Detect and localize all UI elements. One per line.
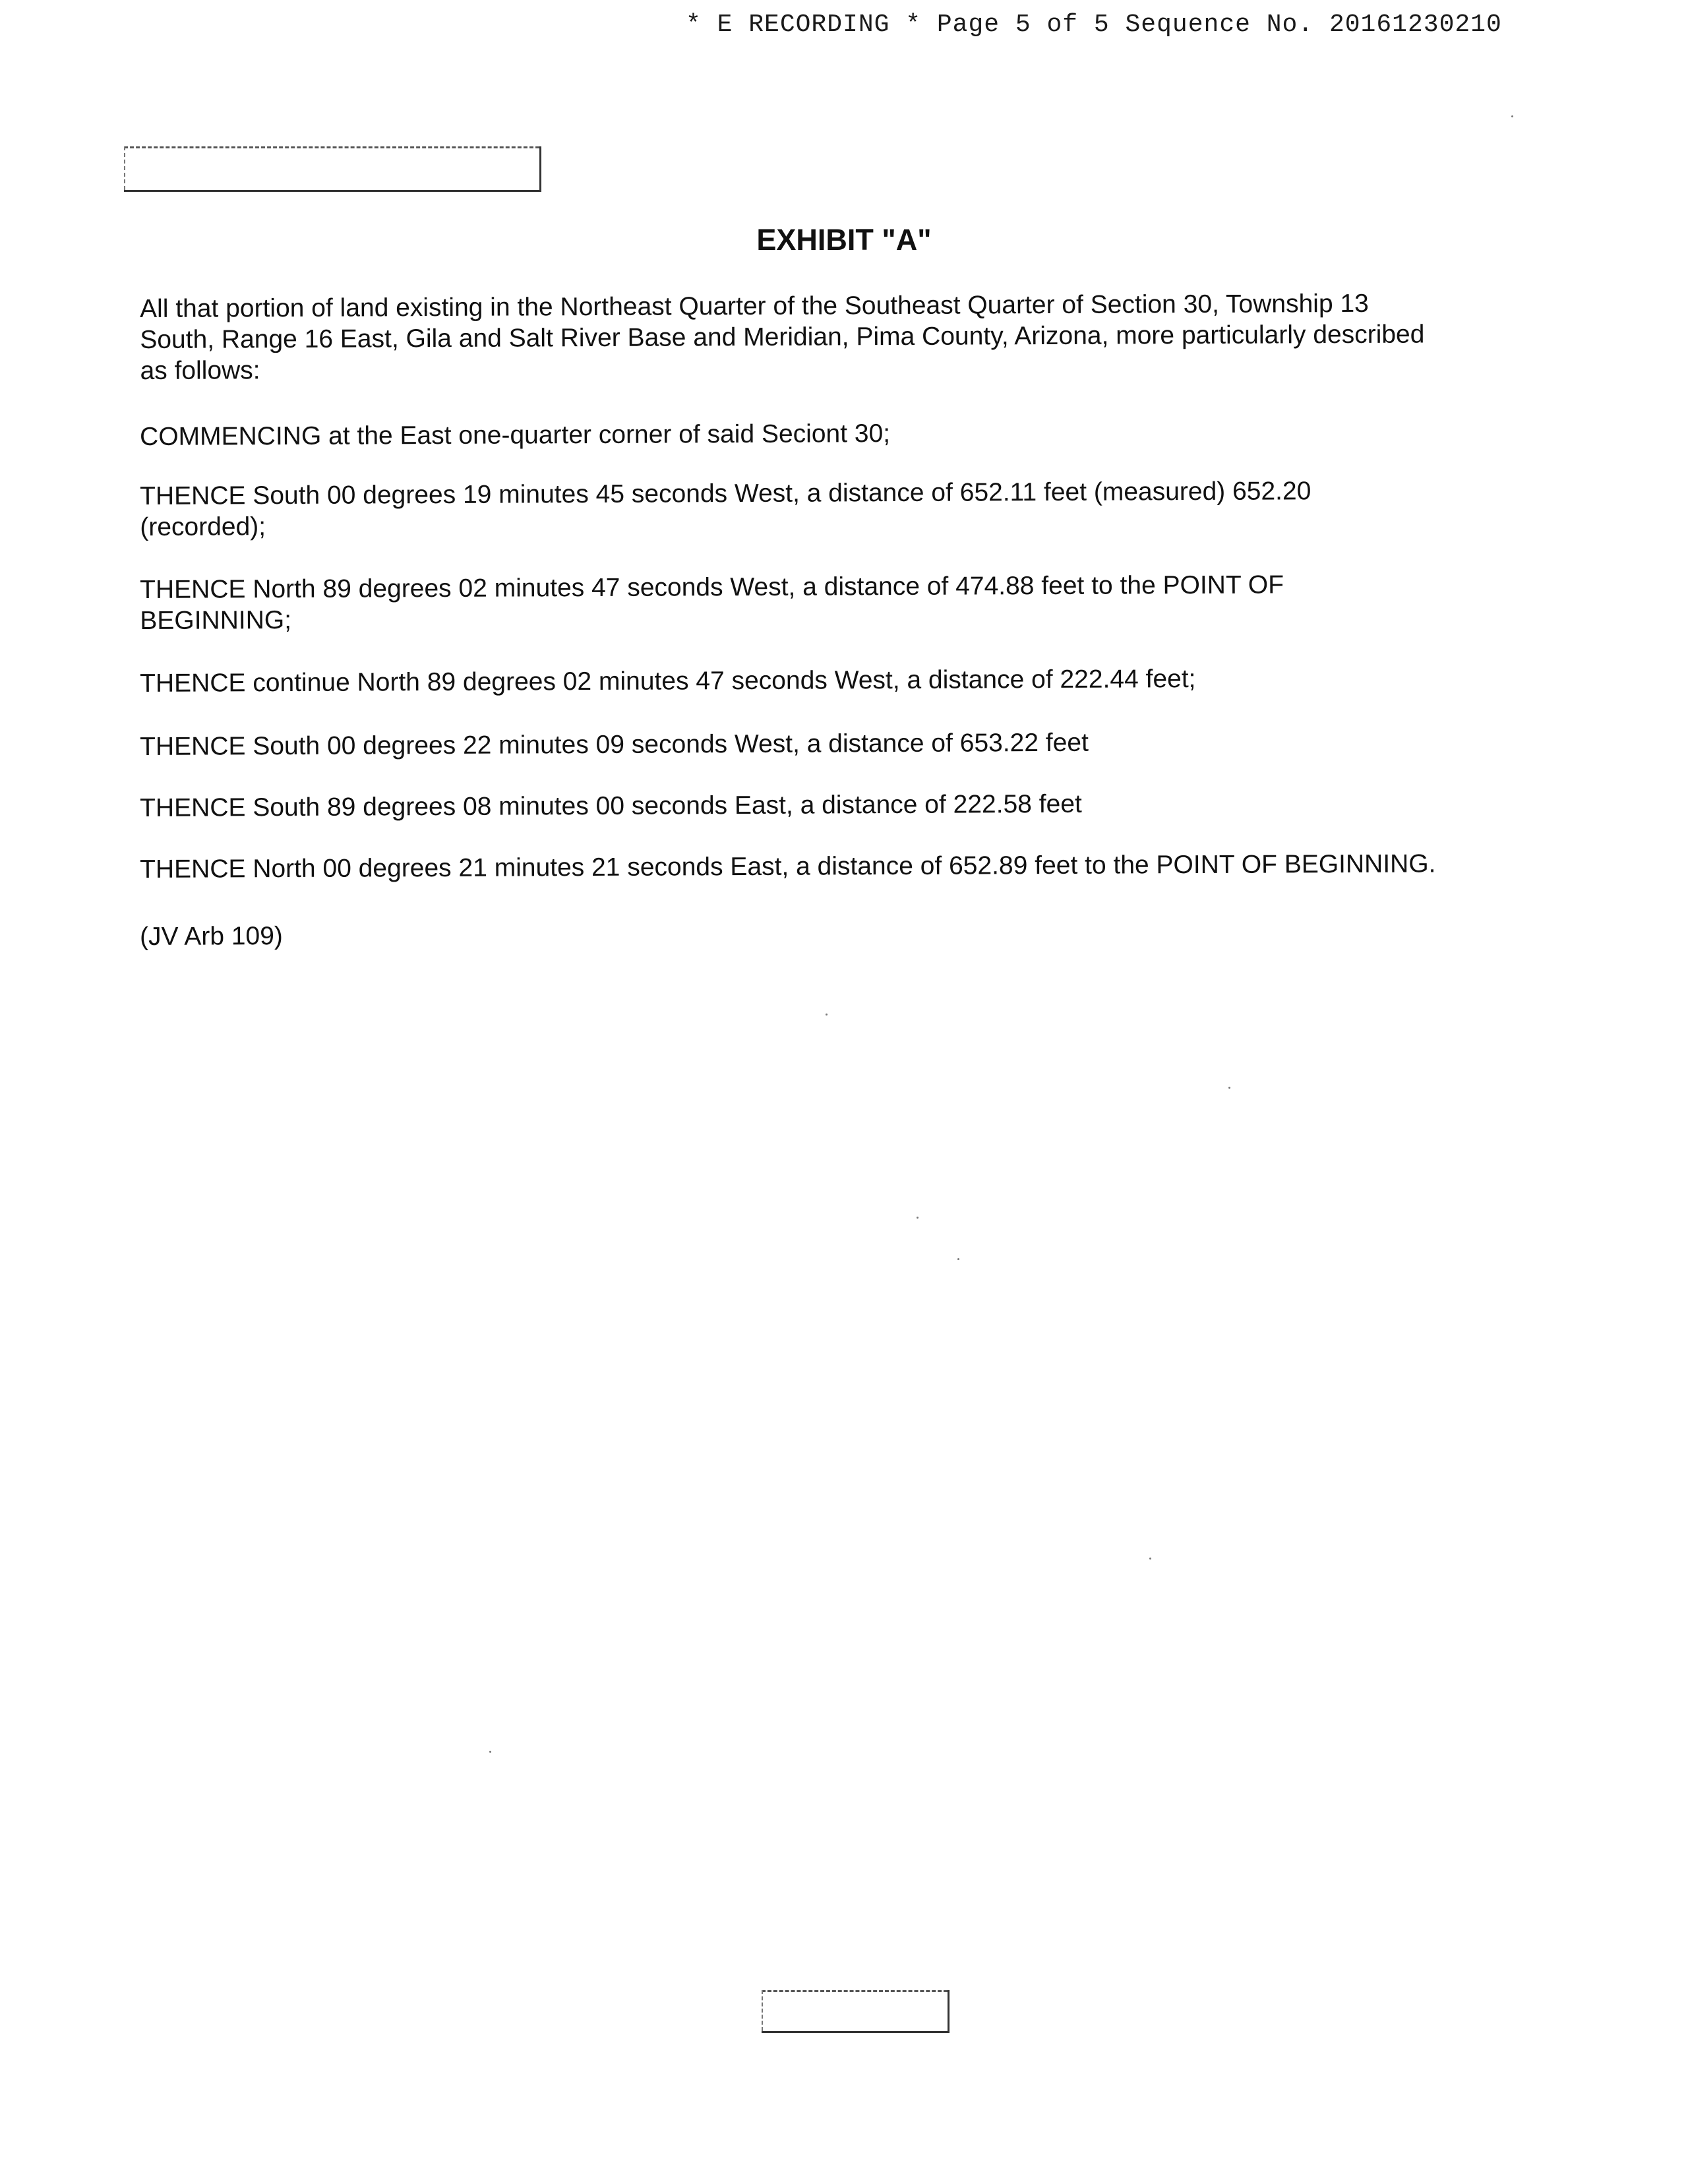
- course-paragraph-2: THENCE North 89 degrees 02 minutes 47 seconds West, a distance of 474.88 feet to the POINT OF BEGINNING;: [140, 570, 1284, 635]
- course-paragraph-3: THENCE continue North 89 degrees 02 minutes 47 seconds West, a distance of 222.44 feet;: [140, 665, 1196, 698]
- scan-speck: [957, 1258, 959, 1260]
- scan-speck: [489, 1751, 491, 1753]
- course-paragraph-4: THENCE South 00 degrees 22 minutes 09 seconds West, a distance of 653.22 feet: [140, 728, 1089, 761]
- recording-header: * E RECORDING * Page 5 of 5 Sequence No. 20161230210: [686, 11, 1502, 39]
- reference-note: (JV Arb 109): [140, 922, 283, 951]
- commencing-paragraph: COMMENCING at the East one-quarter corner of said Seciont 30;: [140, 419, 891, 451]
- scan-speck: [917, 1217, 919, 1219]
- course-paragraph-5: THENCE South 89 degrees 08 minutes 00 seconds East, a distance of 222.58 feet: [140, 789, 1082, 822]
- intro-paragraph: All that portion of land existing in the Northeast Quarter of the Southeast Quarter of Section 30, Township 13 South, Range 16 East, Gila and Salt River Base and Meridian, Pima County, Arizona, more particularly described as follows:: [140, 289, 1425, 385]
- recording-stamp-box-bottom: [762, 1990, 950, 2033]
- course-paragraph-6: THENCE North 00 degrees 21 minutes 21 seconds East, a distance of 652.89 feet to the POINT OF BEGINNING.: [140, 849, 1436, 884]
- scan-speck: [1511, 115, 1513, 117]
- course-paragraph-1: THENCE South 00 degrees 19 minutes 45 seconds West, a distance of 652.11 feet (measured) 652.20 (recorded);: [140, 477, 1311, 541]
- recording-stamp-box-top: [124, 146, 541, 192]
- scan-speck: [1228, 1087, 1230, 1089]
- exhibit-title: EXHIBIT "A": [756, 223, 932, 257]
- scan-speck: [1149, 1558, 1151, 1560]
- scan-speck: [826, 1014, 828, 1016]
